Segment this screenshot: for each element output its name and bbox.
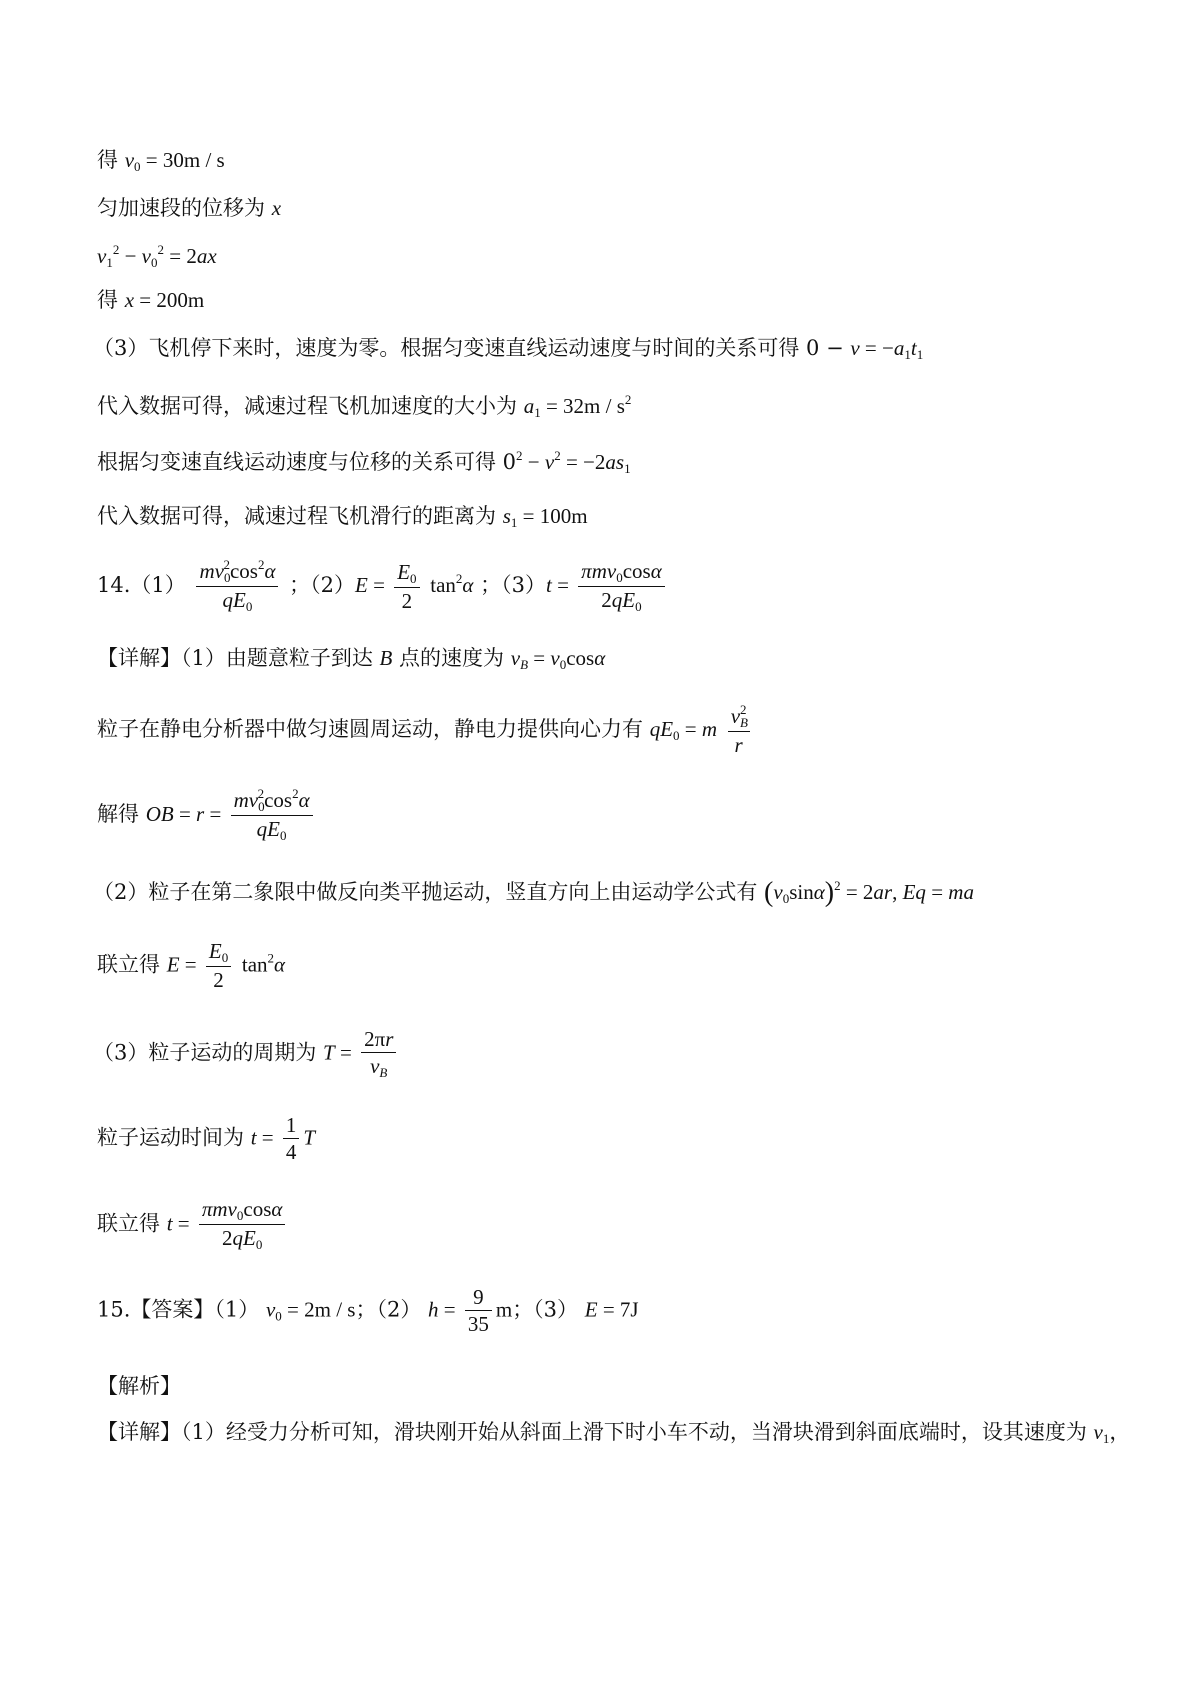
line-velocity-displacement: 根据匀变速直线运动速度与位移的关系可得 $0^2 - v^2 = -2as_1$ (97, 448, 631, 476)
line-v0-result: 得 $v_0 = 30m / s$ (97, 148, 225, 174)
line-radius-result: 解得 OB = r = $\frac{mv_0^2\cos^2\alpha}{qE_0}$ (97, 786, 317, 845)
fraction: $\frac{\pi mv_0\cos\alpha}{2qE_0}$ (199, 1196, 286, 1254)
line-t-result: 联立得 t = $\frac{\pi mv_0\cos\alpha}{2qE_0}$ (97, 1196, 289, 1254)
line-deceleration-value: 代入数据可得，减速过程飞机加速度的大小为 $a_1 = 32m / s^2$ (97, 392, 632, 420)
line-centripetal-force: 粒子在静电分析器中做匀速圆周运动，静电力提供向心力有 $qE_0 = m$ $\frac{v_B^2}{r}$ (97, 702, 748, 758)
line-q14-answers: 14.（1） $\frac{mv_0^2\cos^2\alpha}{qE_0}$ ；（2）E = $\frac{E_0}{2}$ $\tan^2\alpha$ ；（3）t = $\frac{\pi mv_0\cos\alpha}{2qE_0}$ (97, 557, 669, 616)
fraction: $\frac{mv_0^2\cos^2\alpha}{qE_0}$ (231, 786, 313, 845)
fraction: $\frac{mv_0^2\cos^2\alpha}{qE_0}$ (196, 557, 278, 616)
line-sliding-distance: 代入数据可得，减速过程飞机滑行的距离为 $s_1 = 100m$ (97, 504, 588, 530)
line-q15-answers: 15.【答案】（1） $v_0 = 2m / s$；（2） h = $\frac{9}{35}$ m；（3） E = 7J (97, 1285, 639, 1337)
line-analysis-heading: 【解析】 (97, 1374, 181, 1398)
fraction: $\frac{9}{35}$ (465, 1284, 492, 1338)
line-displacement-intro: 匀加速段的位移为 x (97, 196, 282, 220)
fraction: $\frac{E_0}{2}$ (394, 559, 419, 615)
fraction: $\frac{v_B^2}{r}$ (728, 702, 750, 759)
line-q14-detail-1: 【详解】（1）由题意粒子到达 B 点的速度为 $v_B = v_0\cos\alpha$ (97, 646, 606, 672)
line-part3-stop: （3）飞机停下来时，速度为零。根据匀变速直线运动速度与时间的关系可得 $0 - v = -a_1t_1$ (93, 336, 924, 362)
line-motion-time: 粒子运动时间为 t = $\frac{1}{4}$ T (97, 1113, 316, 1165)
line-period: （3）粒子运动的周期为 T = $\frac{2\pi r}{v_B}$ (93, 1026, 400, 1082)
line-e-result: 联立得 E = $\frac{E_0}{2}$ $\tan^2\alpha$ (97, 939, 286, 993)
fraction: $\frac{E_0}{2}$ (206, 938, 231, 994)
fraction: $\frac{\pi mv_0\cos\alpha}{2qE_0}$ (578, 558, 665, 616)
fraction: $\frac{1}{4}$ (283, 1112, 300, 1166)
line-x-result: 得 x = 200m (97, 288, 205, 312)
line-q15-detail-1: 【详解】（1）经受力分析可知，滑块刚开始从斜面上滑下时小车不动，当滑块滑到斜面底端时，设其速度为 $v_1$， (97, 1420, 1131, 1446)
line-q14-part2: （2）粒子在第二象限中做反向类平抛运动，竖直方向上由运动学公式有 $(v_0\sin\alpha)^2 = 2ar$, Eq = ma (93, 877, 974, 908)
line-kinematics-equation: $v_1^2 - v_0^2 = 2ax$ (97, 242, 217, 270)
fraction: $\frac{2\pi r}{v_B}$ (361, 1026, 396, 1082)
